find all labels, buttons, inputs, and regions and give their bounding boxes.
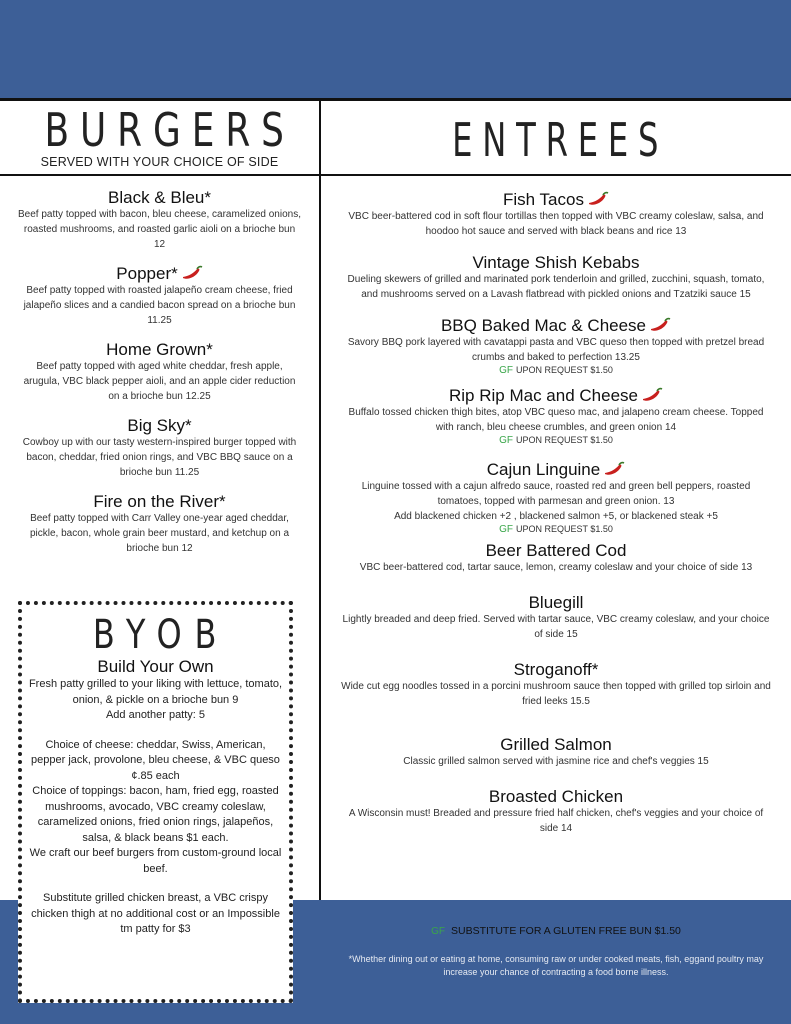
menu-item [18, 188, 301, 252]
gf-mark: GF [431, 926, 445, 937]
item-name: Bluegill [528, 593, 584, 612]
byob-base: Fresh patty grilled to your liking with lettuce, tomato, onion, & pickle on a brioche bun 9 [28, 678, 283, 706]
byob-local-beef: We craft our beef burgers from custom-ground local beef. [29, 847, 282, 875]
gf-mark: GF [499, 524, 513, 535]
gf-note: GF UPON REQUEST $1.50 [499, 365, 613, 376]
byob-title: BYOB [92, 612, 230, 658]
item-description: VBC beer-battered cod, tartar sauce, lemon, creamy coleslaw and your choice of side 13 [359, 562, 753, 573]
menu-item [340, 253, 772, 302]
item-name: Home Grown* [106, 340, 213, 359]
menu-item [340, 541, 772, 575]
byob-cheese: Choice of cheese: cheddar, Swiss, American, pepper jack, provolone, bleu cheese, & VBC queso ¢.85 each [31, 738, 280, 782]
entrees-list [340, 190, 772, 836]
item-name: Grilled Salmon [500, 735, 612, 754]
item-name: BBQ Baked Mac & Cheese [440, 316, 647, 335]
item-description: Beef patty topped with roasted jalapeño cream cheese, fried jalapeño slices and a candied bacon spread on a brioche bun 11.25 [23, 285, 296, 326]
item-description: Beef patty topped with bacon, bleu cheese, caramelized onions, roasted mushrooms, and roasted garlic aioli on a brioche bun 12 [18, 209, 301, 250]
burgers-header [0, 101, 319, 174]
menu-item [340, 316, 772, 376]
item-name: Beer Battered Cod [485, 541, 627, 560]
column-divider [319, 101, 321, 900]
item-name: Popper* [116, 264, 178, 283]
item-description: Lightly breaded and deep fried. Served with tartar sauce, VBC creamy coleslaw, and your choice of side 15 [342, 614, 770, 640]
chili-pepper-icon [587, 191, 609, 207]
chili-pepper-icon [181, 265, 203, 281]
item-description: A Wisconsin must! Breaded and pressure fried half chicken, chef's veggies and your choice of side 14 [348, 808, 764, 834]
item-name: Black & Bleu* [108, 188, 211, 207]
menu-item [340, 593, 772, 642]
gf-note: GF UPON REQUEST $1.50 [499, 435, 613, 446]
chili-pepper-icon [603, 461, 625, 477]
item-description: Beef patty topped with Carr Valley one-year aged cheddar, pickle, bacon, whole grain beer mustard, and ketchup on a brioche bun 12 [29, 513, 290, 554]
header-divider [0, 174, 791, 176]
menu-item [18, 264, 301, 328]
gf-mark: GF [499, 365, 513, 376]
item-name: Vintage Shish Kebabs [472, 253, 640, 272]
chili-pepper-icon [641, 387, 663, 403]
food-safety-disclaimer: *Whether dining out or eating at home, consuming raw or under cooked meats, fish, eggand poultry may increase your chance of contracting a food borne illness. [348, 954, 764, 977]
item-addons: Add blackened chicken +2 , blackened salmon +5, or blackened steak +5 [394, 511, 718, 522]
burgers-list [18, 188, 301, 556]
menu-item [18, 492, 301, 556]
item-name: Cajun Linguine [486, 460, 601, 479]
item-description: Cowboy up with our tasty western-inspired burger topped with bacon, cheddar, fried onion rings, and VBC BBQ sauce on a brioche bun 11.25 [22, 437, 297, 478]
item-name: Fish Tacos [503, 190, 584, 209]
item-name: Stroganoff* [513, 660, 599, 679]
byob-toppings: Choice of toppings: bacon, ham, fried egg, roasted mushrooms, avocado, VBC creamy coleslaw, caramelized onions, fried onion rings, jalapeños, salsa, & black beans $1 each. [32, 785, 279, 844]
item-description: Buffalo tossed chicken thigh bites, atop VBC queso mac, and jalapeno cream cheese. Topped with ranch, bleu cheese crumbles, and green onion 14 [348, 407, 764, 433]
item-description: Beef patty topped with aged white cheddar, fresh apple, arugula, VBC black pepper aioli, and an apple cider reduction on a brioche bun 12.25 [23, 361, 296, 402]
item-description: Linguine tossed with a cajun alfredo sauce, roasted red and green bell peppers, roasted tomatoes, topped with parmesan and green onion. 13 [361, 481, 751, 507]
menu-item [18, 416, 301, 480]
menu-item [340, 386, 772, 446]
chili-pepper-icon [649, 317, 671, 333]
item-description: Savory BBQ pork layered with cavatappi pasta and VBC queso then topped with pretzel bread crumbs and baked to perfection 13.25 [347, 337, 765, 363]
gf-mark: GF [499, 435, 513, 446]
item-description: VBC beer-battered cod in soft flour tortillas then topped with VBC creamy coleslaw, salsa, and hoodoo hot sauce and served with black beans and rice 13 [348, 211, 764, 237]
gf-note: GF UPON REQUEST $1.50 [499, 524, 613, 535]
byob-box [18, 601, 293, 1003]
entrees-title: ENTREES [452, 113, 669, 167]
item-description: Dueling skewers of grilled and marinated pork tenderloin and grilled, zucchini, squash, tomato, and mushrooms served on a Lavash flatbread with pickled onions and Tzatziki sauce 15 [347, 274, 765, 300]
item-name: Broasted Chicken [488, 787, 624, 806]
byob-extra-patty: Add another patty: 5 [105, 709, 206, 721]
burgers-title: BURGERS [44, 103, 295, 157]
menu-item [18, 340, 301, 404]
item-name: Rip Rip Mac and Cheese [449, 386, 638, 405]
menu-item [340, 460, 772, 535]
menu-item [340, 787, 772, 836]
gluten-free-bun-note: GF SUBSTITUTE FOR A GLUTEN FREE BUN $1.50 [431, 925, 681, 937]
byob-substitute: Substitute grilled chicken breast, a VBC crispy chicken thigh at no additional cost or an Impossible tm patty for $3 [31, 892, 280, 935]
footer [340, 925, 772, 979]
top-color-band [0, 0, 791, 98]
byob-subtitle: Build Your Own [97, 657, 214, 676]
item-name: Fire on the River* [93, 492, 226, 511]
burgers-subtitle: SERVED WITH YOUR CHOICE OF SIDE [40, 155, 279, 169]
item-description: Wide cut egg noodles tossed in a porcini mushroom sauce then topped with grilled top sirloin and fried leeks 15.5 [341, 681, 771, 707]
item-description: Classic grilled salmon served with jasmine rice and chef's veggies 15 [403, 756, 709, 767]
menu-item [340, 190, 772, 239]
item-name: Big Sky* [127, 416, 192, 435]
menu-item [340, 660, 772, 709]
entrees-header [321, 101, 791, 174]
menu-item [340, 735, 772, 769]
